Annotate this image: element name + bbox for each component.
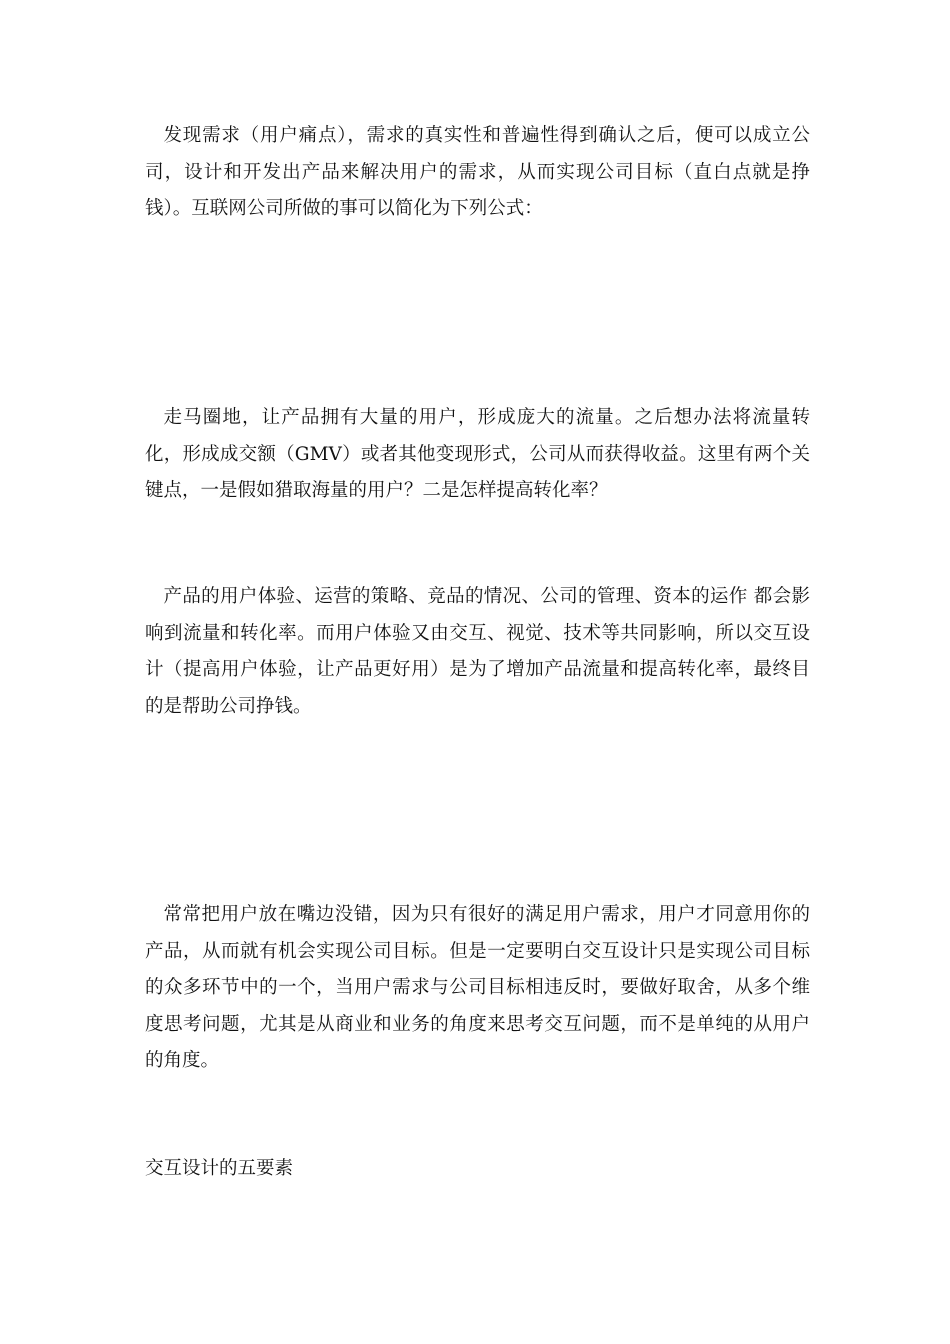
paragraph-business-goals: 常常把用户放在嘴边没错，因为只有很好的满足用户需求，用户才同意用你的产品，从而就有机会实现公司目标。但是一定要明白交互设计只是实现公司目标的众多环节中的一个，当用户需求与公司目标相违反时，要做好取舍，从多个维度思考问题，尤其是从商业和业务的角度来思考交互问题，而不是单纯的从用户的角度。 <box>145 904 810 1071</box>
paragraph-user-needs: 发现需求（用户痛点），需求的真实性和普遍性得到确认之后，便可以成立公司，设计和开发出产品来解决用户的需求，从而实现公司目标（直白点就是挣钱）。互联网公司所做的事可以简化为下列公式： <box>145 125 810 219</box>
paragraph-user-experience: 产品的用户体验、运营的策略、竞品的情况、公司的管理、资本的运作 都会影响到流量和转化率。而用户体验又由交互、视觉、技术等共同影响，所以交互设计（提高用户体验，让产品更好用）是为了增加产品流量和提高转化率，最终目的是帮助公司挣钱。 <box>145 586 810 717</box>
section-heading: 交互设计的五要素 <box>145 1158 294 1179</box>
paragraph-traffic-conversion: 走马圈地，让产品拥有大量的用户，形成庞大的流量。之后想办法将流量转化，形成成交额（GMV）或者其他变现形式，公司从而获得收益。这里有两个关键点，一是假如猎取海量的用户？二是怎样提高转化率？ <box>145 407 810 501</box>
